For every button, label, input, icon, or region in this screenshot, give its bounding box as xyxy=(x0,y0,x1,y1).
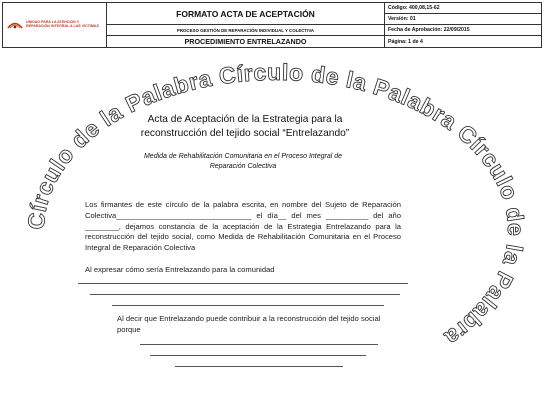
format-title: FORMATO ACTA DE ACEPTACIÓN xyxy=(107,3,385,25)
acceptance-paragraph: Los firmantes de este círculo de la palabra escrita, en nombre del Sujeto de Reparación Colectiva________________________________ el día__ del mes __________ del año ________, dejamos constancia de la aceptación de la Estrategia Entrelazando para la reconstrucción del tejido social, como Medida de Rehabilitación Comunitaria en el Proceso Integral de Reparación Colectiva xyxy=(85,200,401,253)
answer-line[interactable] xyxy=(175,366,343,367)
page-number: Página: 1 de 4 xyxy=(388,38,423,45)
act-title xyxy=(135,113,355,141)
act-subtitle-line-1: Medida de Rehabilitación Comunitaria en el Proceso Integral de xyxy=(143,153,343,160)
answer-line[interactable] xyxy=(112,305,384,306)
answer-line[interactable] xyxy=(78,283,408,284)
prompt-community-vision: Al expresar cómo sería Entrelazando para la comunidad xyxy=(85,265,275,274)
prompt-social-fabric: Al decir que Entrelazando puede contribuir a la reconstrucción del tejido social porque xyxy=(117,314,381,334)
act-subtitle xyxy=(113,152,373,172)
act-title-line-1: Acta de Aceptación de la Estrategia para la xyxy=(147,114,343,125)
answer-line[interactable] xyxy=(150,355,366,356)
approval-date: Fecha de Aprobación: 22/09/2015 xyxy=(385,25,541,36)
process-name: PROCESO GESTIÓN DE REPARACIÓN INDIVIDUAL Y COLECTIVA xyxy=(107,25,385,36)
procedure-name: PROCEDIMIENTO ENTRELAZANDO xyxy=(107,36,385,47)
act-subtitle-line-2: Reparación Colectiva xyxy=(209,163,277,170)
answer-line[interactable] xyxy=(140,344,378,345)
logo-text: UNIDAD PARA LA ATENCIÓN Y REPARACIÓN INTEGRAL A LAS VÍCTIMAS xyxy=(26,19,99,28)
ring-text: Círculo de la Palabra Círculo de la Palabra Círculo de la Palabra xyxy=(22,58,530,352)
act-title-line-2: reconstrucción del tejido social “Entrelazando” xyxy=(140,128,350,139)
document-version: Versión: 01 xyxy=(385,14,541,25)
answer-line[interactable] xyxy=(90,294,400,295)
document-code: Código: 400,08,15-62 xyxy=(385,3,541,14)
